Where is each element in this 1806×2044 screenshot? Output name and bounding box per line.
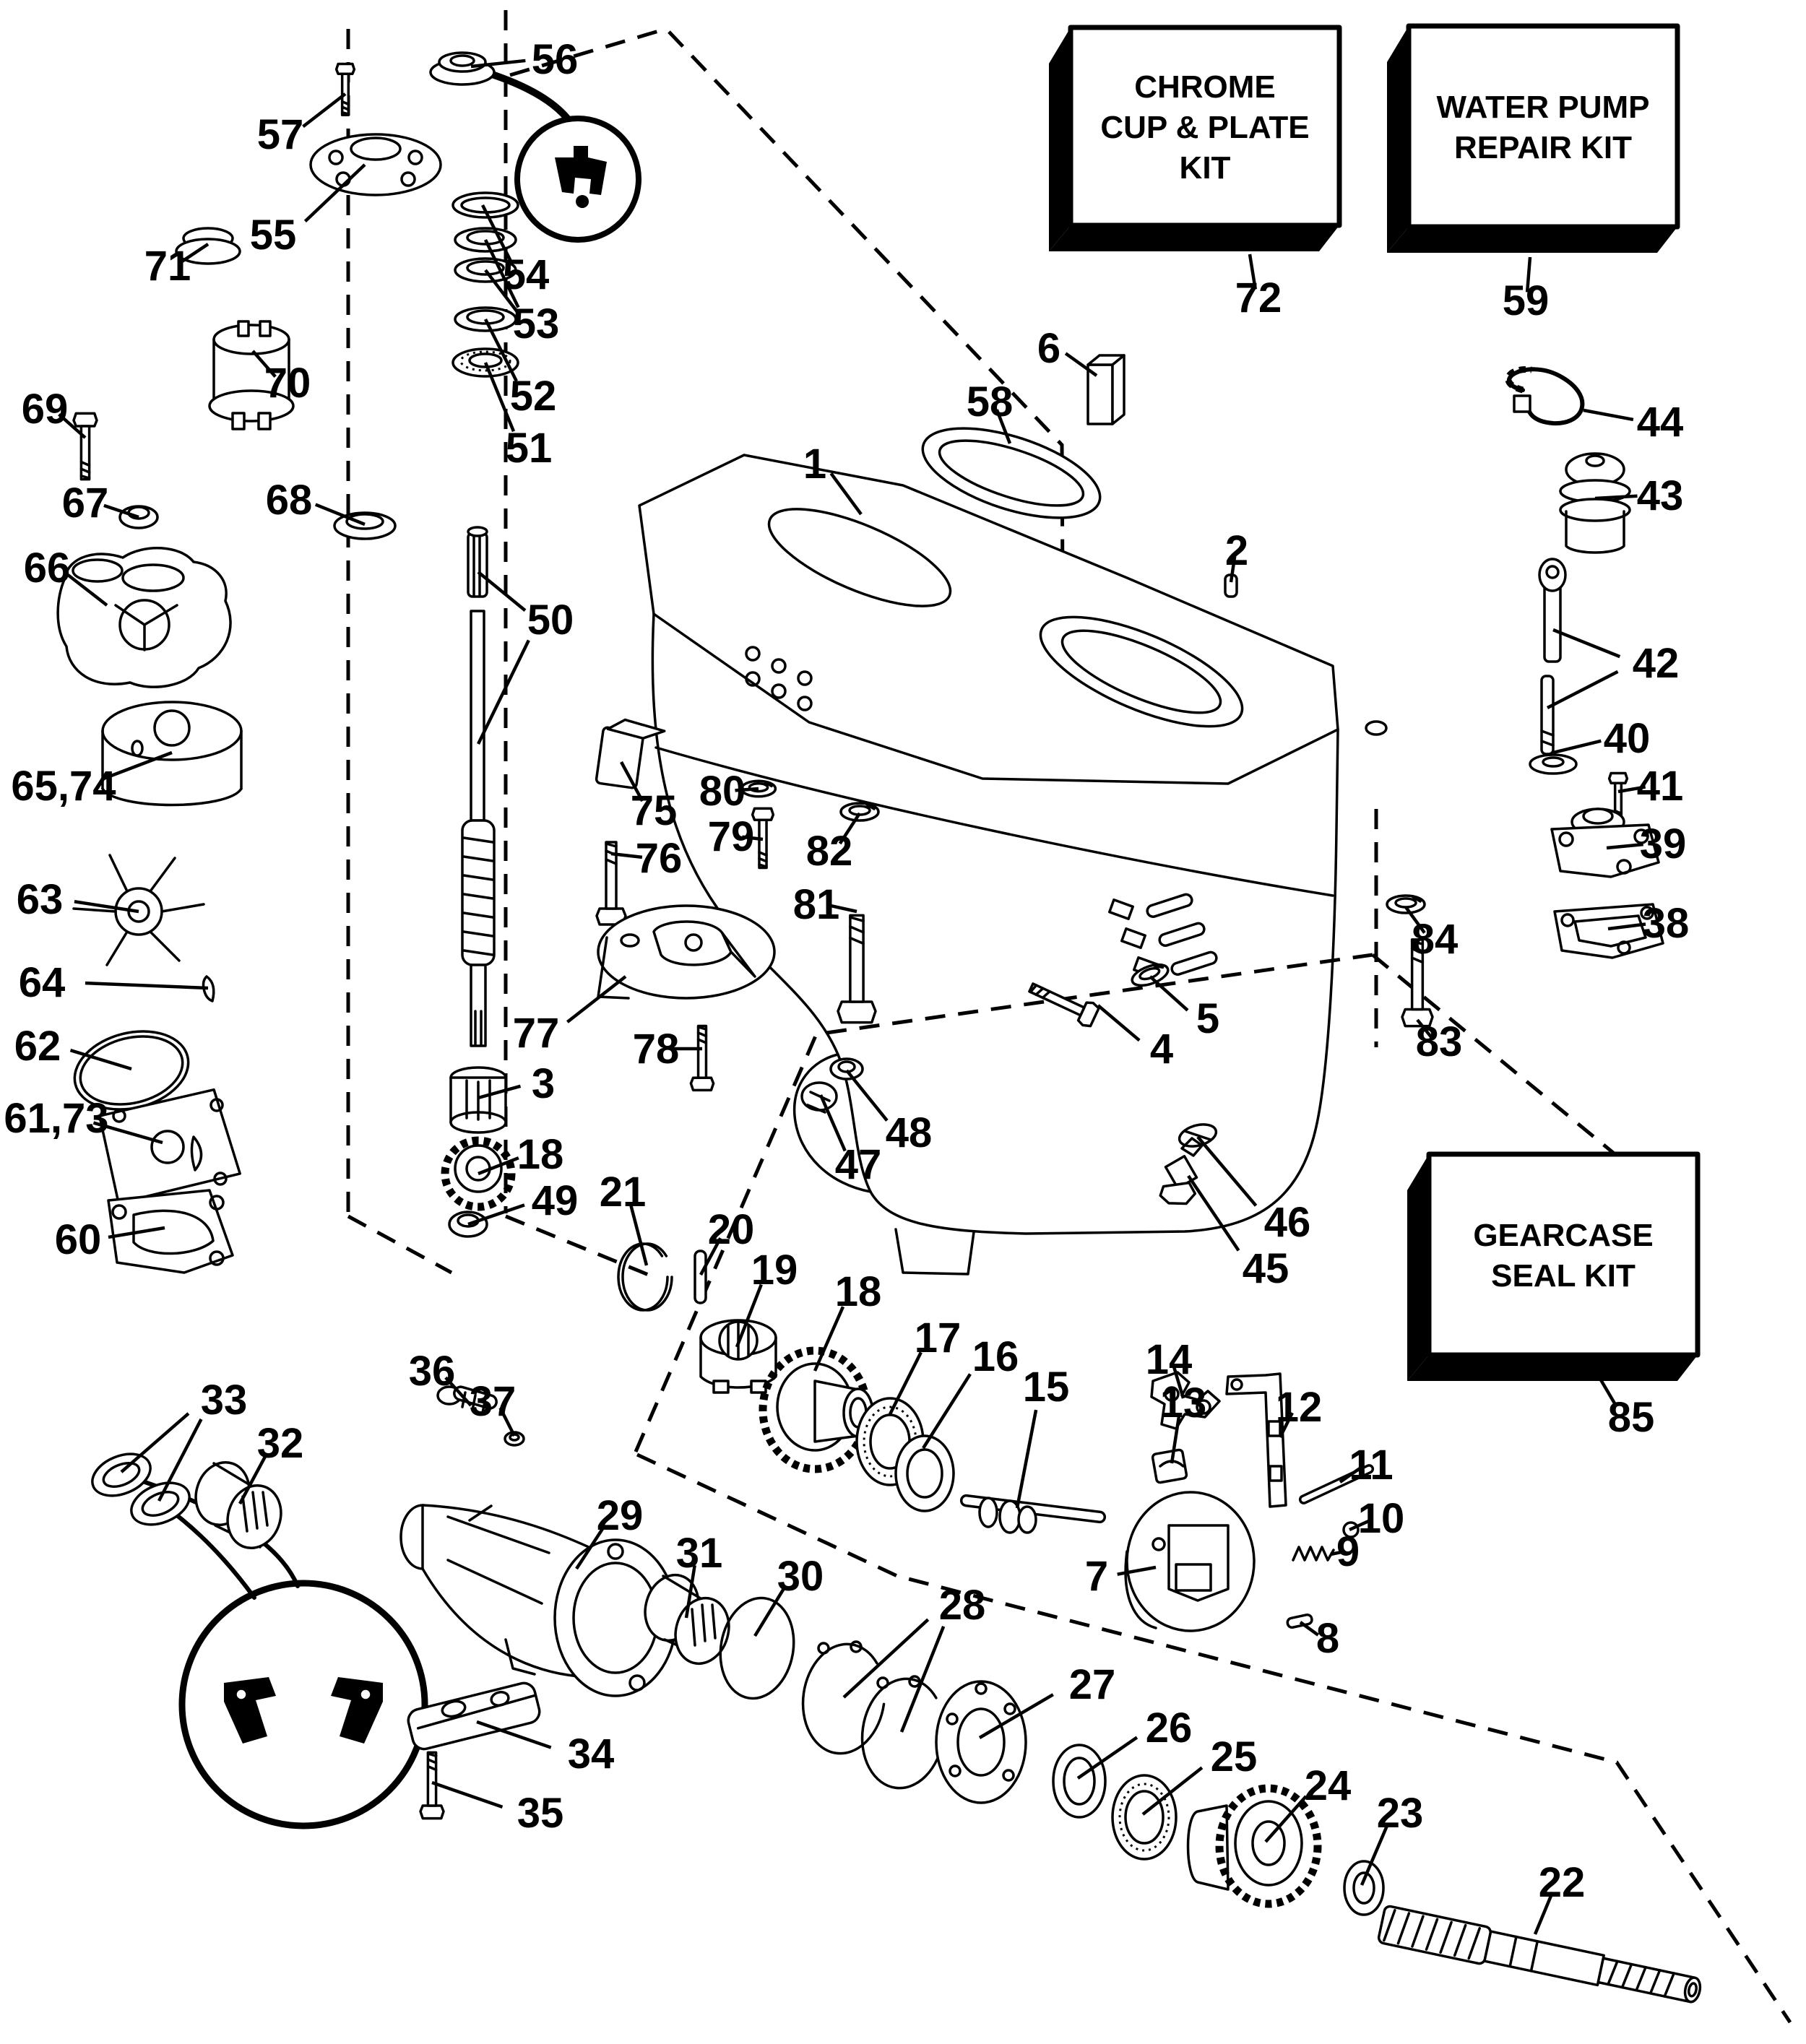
callout-59 bbox=[1503, 257, 1550, 324]
callout-71 bbox=[144, 243, 208, 290]
callout-number-84: 84 bbox=[1411, 916, 1459, 963]
callout-number-8: 8 bbox=[1315, 1615, 1340, 1662]
callout-65,74 bbox=[11, 753, 172, 810]
callout-number-77: 77 bbox=[512, 1010, 560, 1057]
callout-number-13: 13 bbox=[1159, 1380, 1207, 1426]
callout-leader-15 bbox=[1017, 1410, 1036, 1508]
diaphragm-plate bbox=[98, 1088, 241, 1204]
callout-78 bbox=[633, 1026, 702, 1073]
callout-number-53: 53 bbox=[512, 300, 560, 347]
retainer-plate-27 bbox=[936, 1681, 1026, 1803]
callout-number-67: 67 bbox=[61, 480, 109, 527]
bolt-81 bbox=[838, 915, 876, 1022]
callout-leader-62 bbox=[71, 1050, 132, 1069]
driveshaft-grommet bbox=[431, 53, 494, 85]
pinion-bearing bbox=[451, 1068, 506, 1133]
callout-number-48: 48 bbox=[885, 1109, 933, 1156]
hose-clamp bbox=[1508, 369, 1583, 423]
callout-number-56: 56 bbox=[531, 36, 579, 83]
carrier-o-ring-30 bbox=[713, 1592, 802, 1704]
snap-ring-28a bbox=[796, 1639, 891, 1759]
washer-23 bbox=[1344, 1861, 1383, 1915]
kit-label-line: SEAL KIT bbox=[1491, 1258, 1636, 1294]
callout-number-51: 51 bbox=[505, 425, 553, 472]
callout-number-75: 75 bbox=[630, 787, 678, 834]
callout-number-71: 71 bbox=[144, 243, 191, 290]
callout-number-34: 34 bbox=[567, 1731, 615, 1777]
callout-6 bbox=[1037, 325, 1097, 376]
washer-26 bbox=[1053, 1745, 1105, 1817]
callout-26 bbox=[1078, 1705, 1192, 1778]
callout-number-16: 16 bbox=[972, 1333, 1019, 1380]
callout-number-10: 10 bbox=[1357, 1495, 1405, 1542]
callout-number-57: 57 bbox=[256, 111, 304, 158]
callout-number-12: 12 bbox=[1275, 1384, 1323, 1431]
callout-number-59: 59 bbox=[1502, 277, 1550, 324]
callout-62 bbox=[14, 1023, 131, 1070]
detent-spring-9 bbox=[1293, 1547, 1334, 1560]
callout-46 bbox=[1198, 1137, 1310, 1246]
callout-number-25: 25 bbox=[1210, 1733, 1258, 1780]
callout-number-22: 22 bbox=[1538, 1859, 1586, 1906]
callout-number-1: 1 bbox=[803, 441, 827, 488]
callout-84 bbox=[1406, 907, 1458, 963]
callout-number-29: 29 bbox=[596, 1492, 644, 1539]
callout-number-2: 2 bbox=[1224, 527, 1249, 574]
trim-tab-screw bbox=[691, 1026, 713, 1090]
water-tube-bellows bbox=[1560, 454, 1630, 553]
callout-4 bbox=[1098, 1005, 1173, 1073]
water-pump-grommet-retainer bbox=[311, 134, 441, 195]
callout-number-7: 7 bbox=[1084, 1553, 1109, 1600]
callout-number-26: 26 bbox=[1145, 1705, 1193, 1751]
washer-84 bbox=[1387, 896, 1425, 913]
callout-34 bbox=[477, 1722, 614, 1777]
callout-number-3: 3 bbox=[531, 1060, 556, 1107]
callout-9 bbox=[1331, 1528, 1360, 1575]
pump-base-gasket bbox=[108, 1190, 233, 1273]
callout-69 bbox=[22, 386, 85, 438]
callout-72 bbox=[1235, 254, 1282, 321]
callout-22 bbox=[1535, 1859, 1585, 1934]
callout-42 bbox=[1547, 630, 1679, 708]
water-pump-screw bbox=[337, 64, 355, 116]
lockwasher-82 bbox=[841, 803, 878, 820]
callout-leader-50 bbox=[478, 641, 529, 744]
callout-2 bbox=[1225, 527, 1248, 582]
callout-number-28: 28 bbox=[938, 1582, 986, 1629]
trim-tab bbox=[598, 906, 774, 998]
callout-40 bbox=[1553, 715, 1650, 762]
callout-number-9: 9 bbox=[1336, 1528, 1360, 1575]
callout-number-46: 46 bbox=[1263, 1199, 1311, 1246]
callout-leader-42 bbox=[1547, 672, 1618, 708]
callout-number-82: 82 bbox=[805, 828, 853, 875]
callout-leader-40 bbox=[1553, 741, 1601, 753]
callout-leader-46 bbox=[1198, 1137, 1256, 1205]
callout-number-33: 33 bbox=[200, 1377, 248, 1424]
callout-number-60: 60 bbox=[54, 1216, 102, 1263]
callout-number-31: 31 bbox=[675, 1530, 723, 1577]
callout-number-15: 15 bbox=[1022, 1364, 1070, 1411]
callout-number-39: 39 bbox=[1639, 820, 1687, 867]
callout-number-62: 62 bbox=[14, 1023, 61, 1070]
callout-leader-35 bbox=[432, 1783, 503, 1807]
callout-number-64: 64 bbox=[18, 959, 66, 1006]
callout-number-21: 21 bbox=[599, 1169, 647, 1216]
callout-number-55: 55 bbox=[249, 212, 297, 259]
callout-30 bbox=[755, 1553, 824, 1636]
callout-44 bbox=[1584, 399, 1683, 446]
shift-rod-link bbox=[1539, 559, 1565, 662]
callout-number-36: 36 bbox=[408, 1348, 456, 1395]
callout-35 bbox=[432, 1783, 563, 1837]
callout-leader-57 bbox=[303, 94, 346, 126]
callout-41 bbox=[1618, 763, 1683, 810]
shift-cam-housing-7 bbox=[1125, 1492, 1254, 1631]
callout-leader-4 bbox=[1098, 1005, 1139, 1040]
shift-rod-stud bbox=[1542, 676, 1553, 754]
callout-leader-64 bbox=[85, 983, 208, 988]
gearcase-housing bbox=[639, 455, 1386, 1274]
callout-number-38: 38 bbox=[1642, 900, 1690, 947]
callout-number-80: 80 bbox=[699, 768, 746, 815]
callout-number-85: 85 bbox=[1607, 1394, 1655, 1441]
kit-label-line: REPAIR KIT bbox=[1453, 130, 1633, 165]
kit-label-line: CUP & PLATE bbox=[1100, 110, 1310, 145]
callout-number-14: 14 bbox=[1145, 1336, 1193, 1383]
callout-76 bbox=[611, 835, 682, 882]
callout-number-27: 27 bbox=[1068, 1661, 1116, 1708]
callout-number-18: 18 bbox=[517, 1131, 564, 1178]
callout-12 bbox=[1276, 1384, 1323, 1437]
callout-50 bbox=[478, 572, 574, 744]
callout-number-81: 81 bbox=[792, 881, 840, 928]
driveshaft bbox=[462, 527, 494, 1046]
callout-83 bbox=[1416, 1018, 1463, 1065]
callout-number-72: 72 bbox=[1235, 274, 1282, 321]
kit-label-line: CHROME bbox=[1134, 69, 1276, 105]
callout-number-58: 58 bbox=[966, 378, 1014, 425]
callout-number-42: 42 bbox=[1632, 640, 1680, 687]
callout-number-11: 11 bbox=[1349, 1442, 1394, 1489]
callout-number-50: 50 bbox=[527, 597, 574, 644]
callout-leader-42 bbox=[1553, 630, 1620, 657]
callout-number-49: 49 bbox=[531, 1177, 579, 1224]
callout-number-68: 68 bbox=[265, 477, 313, 524]
callout-number-47: 47 bbox=[834, 1141, 882, 1188]
exhaust-seal-block bbox=[1088, 355, 1124, 424]
callout-number-17: 17 bbox=[914, 1315, 962, 1361]
exploded-view-dashed-corridors bbox=[348, 10, 1790, 2022]
callout-leader-77 bbox=[567, 976, 626, 1022]
cross-pin-20 bbox=[695, 1251, 706, 1303]
callout-number-23: 23 bbox=[1376, 1790, 1424, 1837]
callout-number-6: 6 bbox=[1037, 325, 1061, 372]
shift-shaft-15 bbox=[961, 1495, 1105, 1533]
callout-82 bbox=[806, 813, 860, 875]
callout-number-30: 30 bbox=[777, 1553, 824, 1600]
callout-number-76: 76 bbox=[635, 835, 683, 882]
callout-number-65,74: 65,74 bbox=[11, 763, 116, 810]
callout-37 bbox=[470, 1378, 517, 1436]
callout-number-52: 52 bbox=[509, 373, 557, 420]
callout-15 bbox=[1017, 1364, 1069, 1508]
callout-number-35: 35 bbox=[517, 1790, 564, 1837]
callout-leader-45 bbox=[1188, 1176, 1239, 1250]
callout-number-79: 79 bbox=[707, 813, 755, 860]
callout-number-32: 32 bbox=[256, 1420, 304, 1467]
callout-number-4: 4 bbox=[1149, 1026, 1174, 1073]
pin-8 bbox=[1287, 1614, 1313, 1629]
drain-plug-45 bbox=[1159, 1138, 1202, 1207]
kit-label-line: WATER PUMP bbox=[1436, 90, 1650, 125]
forward-gear bbox=[763, 1351, 873, 1469]
callout-number-18: 18 bbox=[834, 1268, 882, 1315]
kit-label-line: KIT bbox=[1179, 150, 1231, 186]
callout-number-54: 54 bbox=[502, 251, 550, 298]
callout-number-66: 66 bbox=[23, 545, 71, 592]
callout-number-83: 83 bbox=[1415, 1018, 1463, 1065]
callout-18 bbox=[815, 1268, 881, 1371]
shift-rod-washer bbox=[1530, 755, 1576, 774]
callout-number-20: 20 bbox=[707, 1206, 755, 1253]
callout-number-61,73: 61,73 bbox=[4, 1095, 109, 1142]
bearing-race-25 bbox=[1112, 1775, 1176, 1859]
callout-77 bbox=[513, 976, 626, 1057]
callout-leader-5 bbox=[1150, 976, 1188, 1010]
seal-washer-48 bbox=[831, 1059, 863, 1079]
callout-64 bbox=[19, 959, 208, 1006]
callout-leader-44 bbox=[1584, 410, 1633, 420]
callout-number-69: 69 bbox=[21, 386, 69, 433]
water-pump-housing bbox=[58, 548, 230, 687]
callout-number-41: 41 bbox=[1636, 763, 1684, 810]
callout-number-44: 44 bbox=[1636, 399, 1684, 446]
bolt-69 bbox=[74, 413, 97, 479]
callout-21 bbox=[600, 1169, 647, 1265]
callout-number-43: 43 bbox=[1636, 472, 1684, 519]
callout-number-19: 19 bbox=[751, 1247, 798, 1294]
shift-lug-13 bbox=[1152, 1450, 1187, 1484]
callout-number-45: 45 bbox=[1242, 1245, 1289, 1292]
callout-number-40: 40 bbox=[1603, 715, 1651, 762]
callout-number-5: 5 bbox=[1196, 995, 1220, 1042]
callout-number-78: 78 bbox=[632, 1026, 680, 1073]
callout-81 bbox=[793, 881, 857, 928]
clutch-dog-19 bbox=[701, 1320, 776, 1393]
plug-screw-47 bbox=[802, 1083, 837, 1112]
callout-number-70: 70 bbox=[264, 360, 311, 407]
callout-number-37: 37 bbox=[469, 1378, 517, 1425]
callout-number-63: 63 bbox=[16, 876, 64, 923]
kit-label-line: GEARCASE bbox=[1473, 1218, 1654, 1253]
callout-leader-16 bbox=[923, 1374, 970, 1448]
callout-number-24: 24 bbox=[1304, 1762, 1352, 1809]
callout-20 bbox=[701, 1206, 754, 1275]
